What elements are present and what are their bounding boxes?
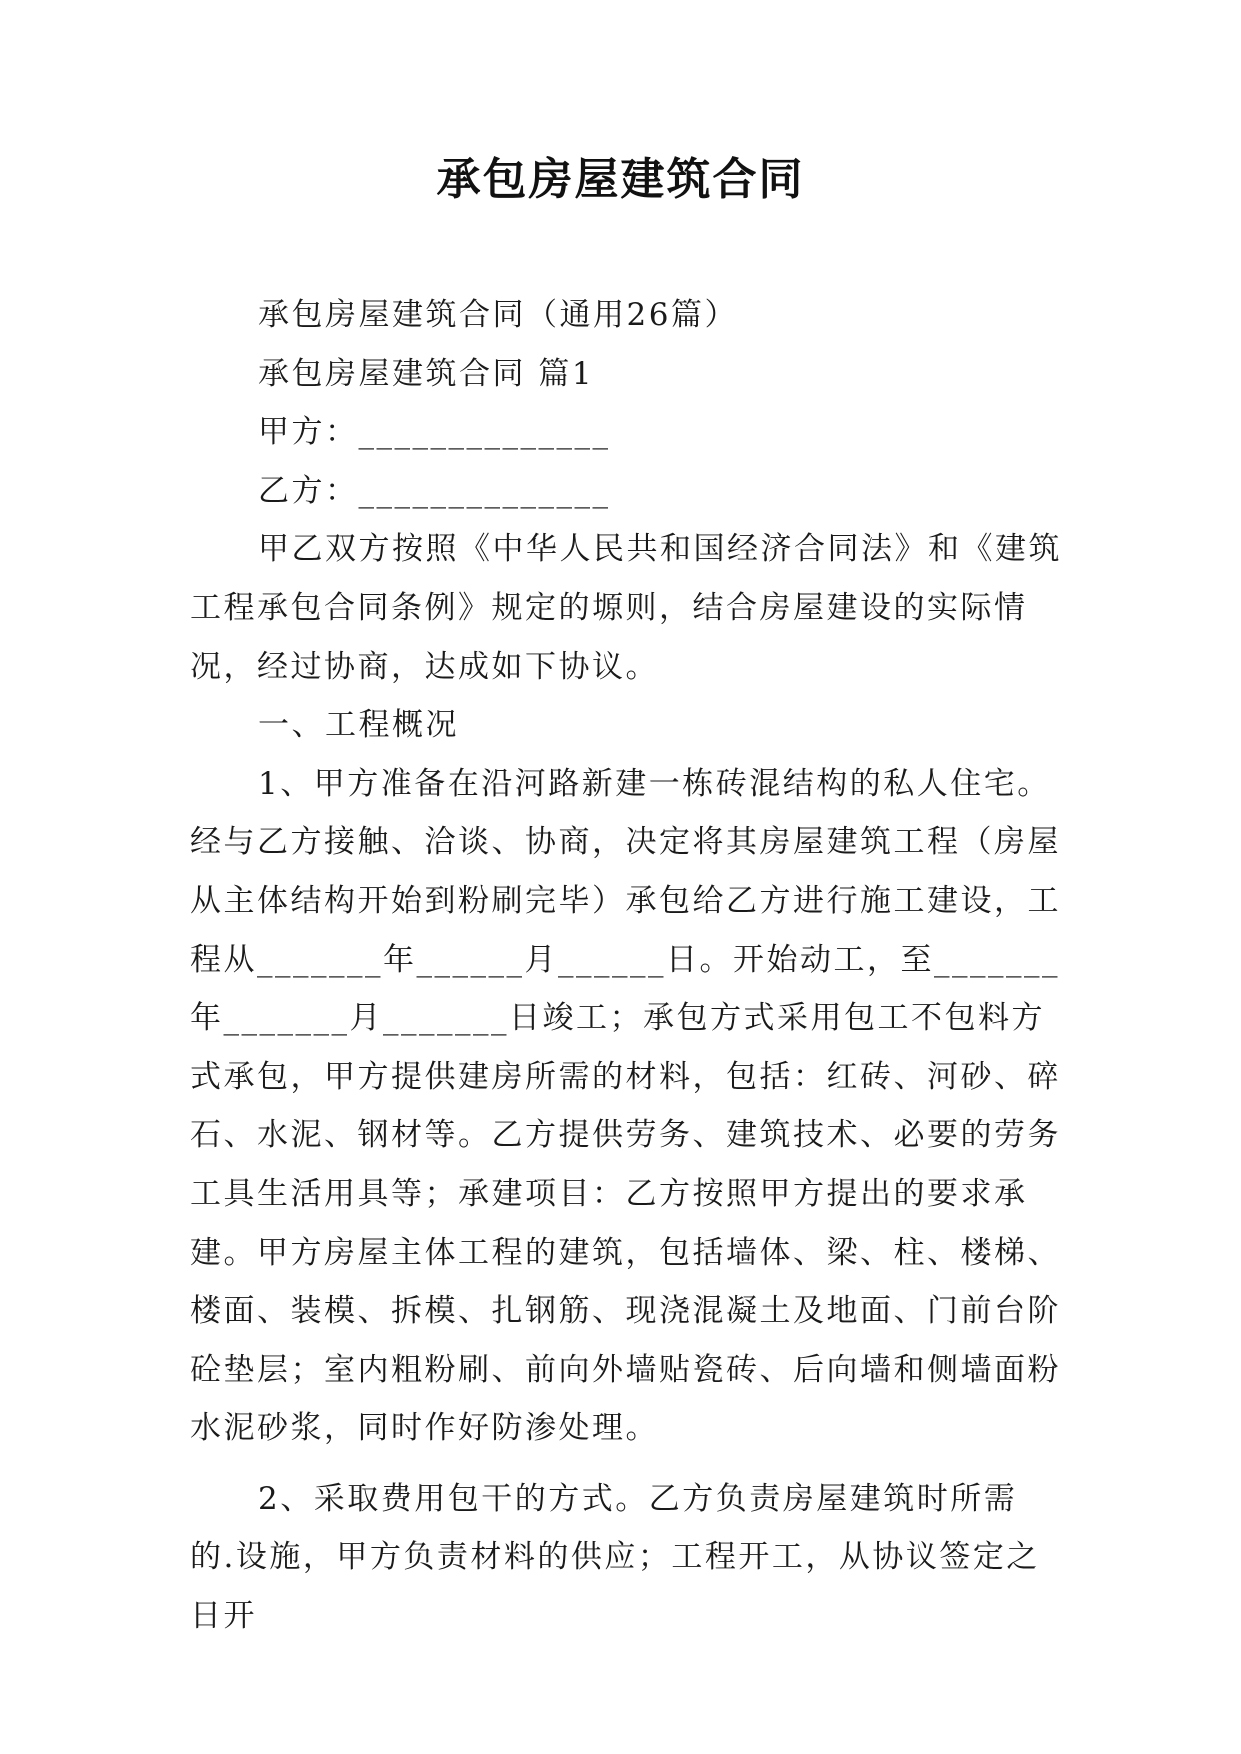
document-title: 承包房屋建筑合同	[436, 154, 805, 205]
clause-2-paragraph: 2、采取费用包干的方式。乙方负责房屋建筑时所需的.设施，甲方负责材料的供应；工程开工，从协议签定之日开	[190, 1480, 1040, 1635]
document-body	[190, 286, 1062, 1646]
clause-1-paragraph: 1、甲方准备在沿河路新建一栋砖混结构的私人住宅。经与乙方接触、洽谈、协商，决定将其房屋建筑工程（房屋从主体结构开始到粉刷完毕）承包给乙方进行施工建设，工程从_______年______月______日。开始动工，至_______年_______月_______日竣工；承包方式采用包工不包料方式承包，甲方提供建房所需的材料，包括：红砖、河砂、碎石、水泥、钢材等。乙方提供劳务、建筑技术、必要的劳务工具生活用具等；承建项目：乙方按照甲方提出的要求承建。甲方房屋主体工程的建筑，包括墙体、梁、柱、楼梯、楼面、装模、拆模、扎钢筋、现浇混凝土及地面、门前台阶砼垫层；室内粗粉刷、前向外墙贴瓷砖、后向墙和侧墙面粉水泥砂浆，同时作好防渗处理。	[190, 765, 1061, 1447]
party-b-line	[190, 462, 1062, 521]
party-b-label: 乙方：	[258, 472, 359, 509]
party-a-line	[190, 403, 1062, 462]
party-a-label: 甲方：	[258, 414, 359, 451]
party-a-blank: ______________	[358, 414, 611, 451]
section-one-heading: 一、工程概况	[258, 707, 459, 744]
intro-paragraph: 甲乙双方按照《中华人民共和国经济合同法》和《建筑工程承包合同条例》规定的塬则，结合房屋建设的实际情况，经过协商，达成如下协议。	[190, 531, 1062, 685]
section-heading: 承包房屋建筑合同 篇1	[258, 355, 595, 392]
document-subtitle: 承包房屋建筑合同（通用26篇）	[258, 297, 738, 333]
party-b-blank: ______________	[358, 472, 611, 509]
